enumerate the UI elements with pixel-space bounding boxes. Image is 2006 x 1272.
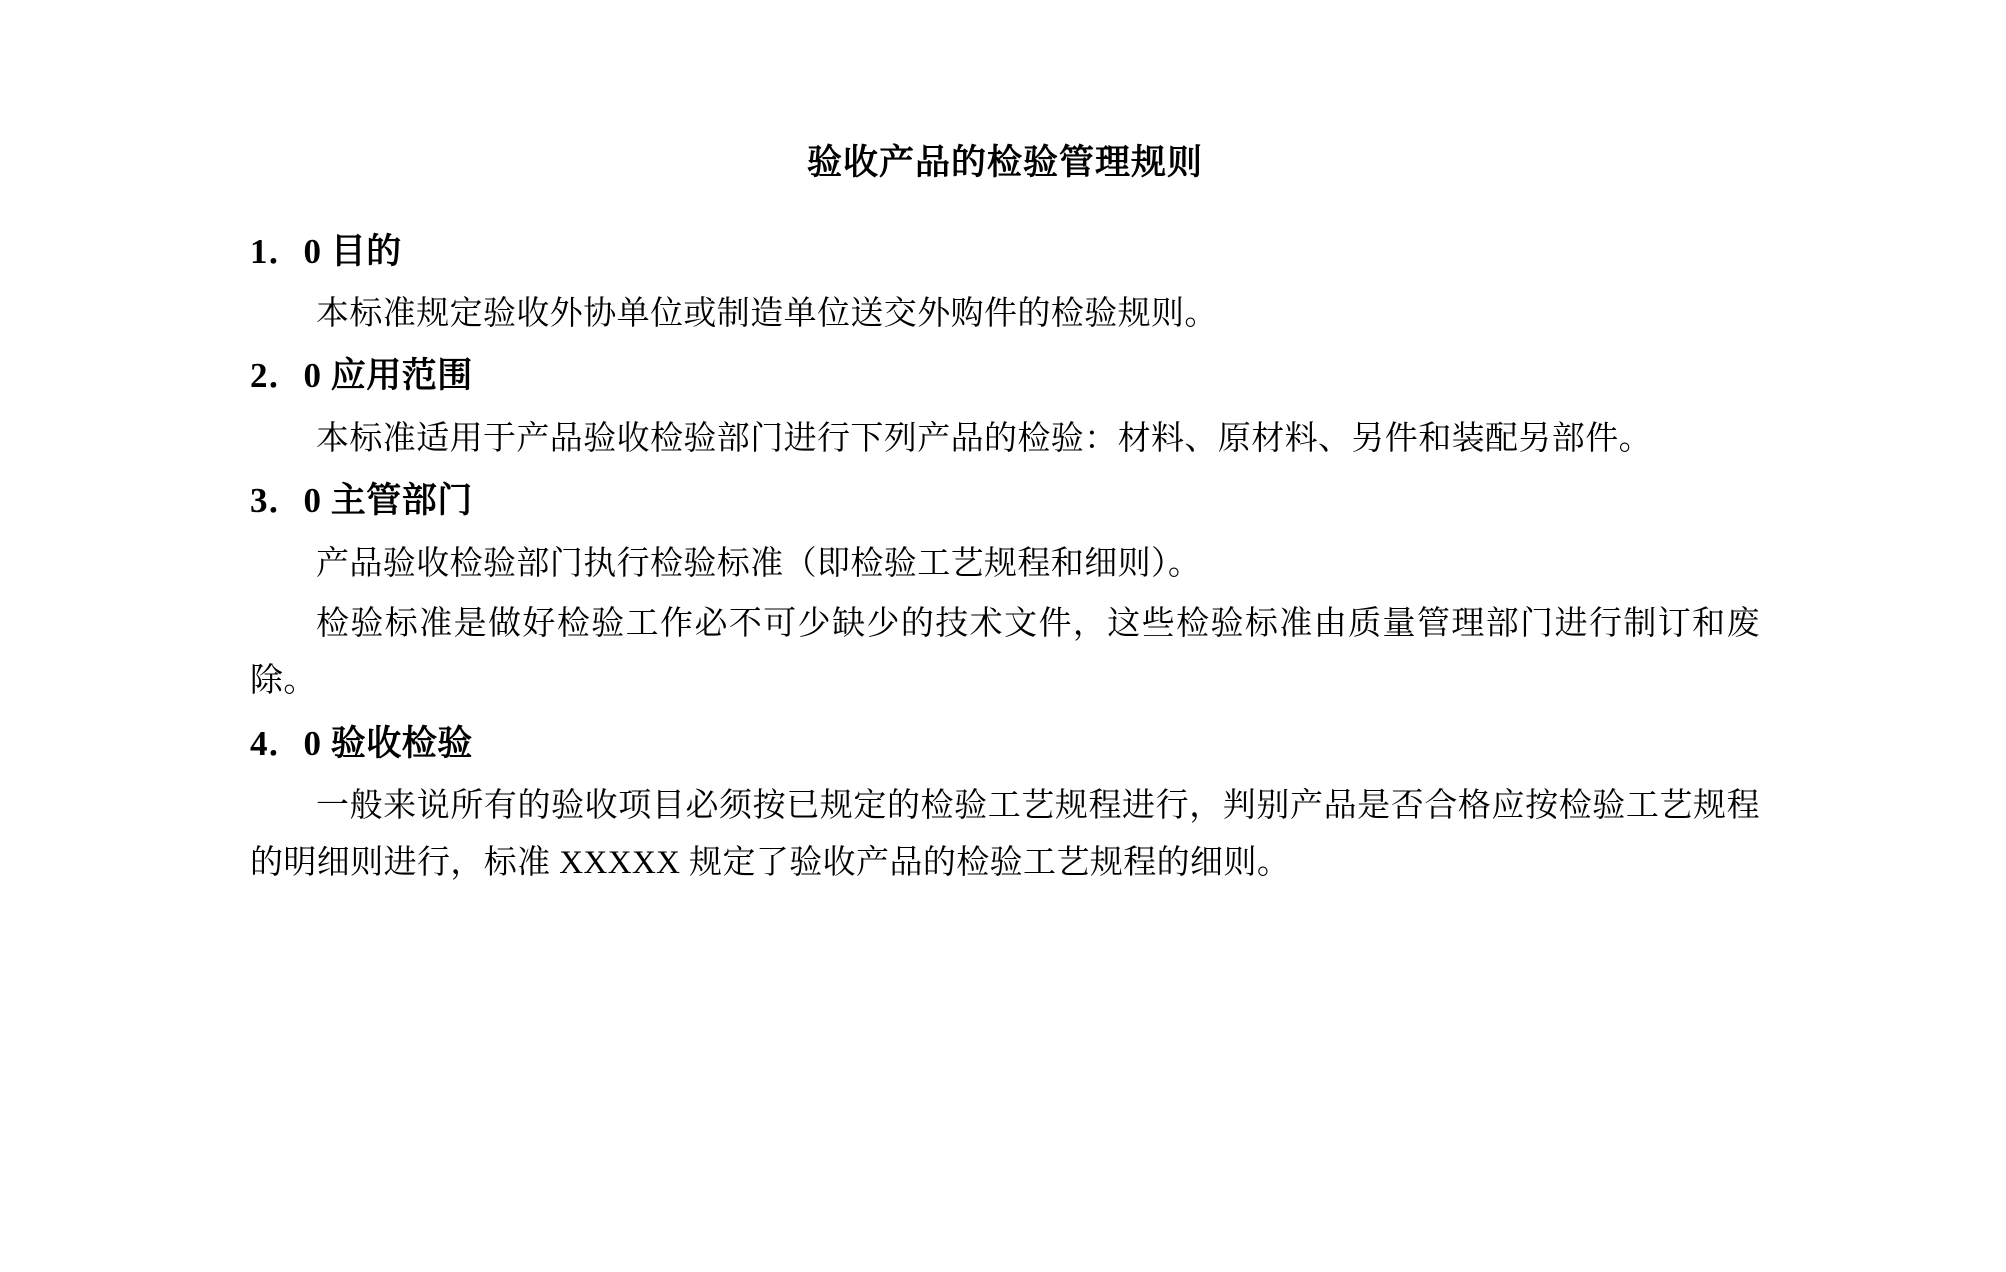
page-title: 验收产品的检验管理规则: [806, 143, 1203, 182]
section-heading-4: 4．0 验收检验: [250, 723, 473, 763]
section-heading-1: 1．0 目的: [250, 231, 402, 271]
section-paragraph-4-1: 一般来说所有的验收项目必须按已规定的检验工艺规程进行，判别产品是否合格应按检验工艺规程的明细则进行，标准 XXXXX 规定了验收产品的检验工艺规程的细则。: [250, 788, 1760, 881]
section-paragraph-1-1: 本标准规定验收外协单位或制造单位送交外购件的检验规则。: [316, 295, 1218, 332]
section-heading-2: 2．0 应用范围: [250, 356, 473, 396]
section-paragraph-3-2: 检验标准是做好检验工作必不可少缺少的技术文件，这些检验标准由质量管理部门进行制订和废除。: [250, 606, 1760, 700]
section-paragraph-3-1: 产品验收检验部门执行检验标准（即检验工艺规程和细则）。: [316, 545, 1202, 582]
document-body: [250, 140, 1760, 896]
section-paragraph-2-1: 本标准适用于产品验收检验部门进行下列产品的检验：材料、原材料、另件和装配另部件。: [316, 420, 1652, 457]
section-heading-3: 3．0 主管部门: [250, 481, 473, 521]
